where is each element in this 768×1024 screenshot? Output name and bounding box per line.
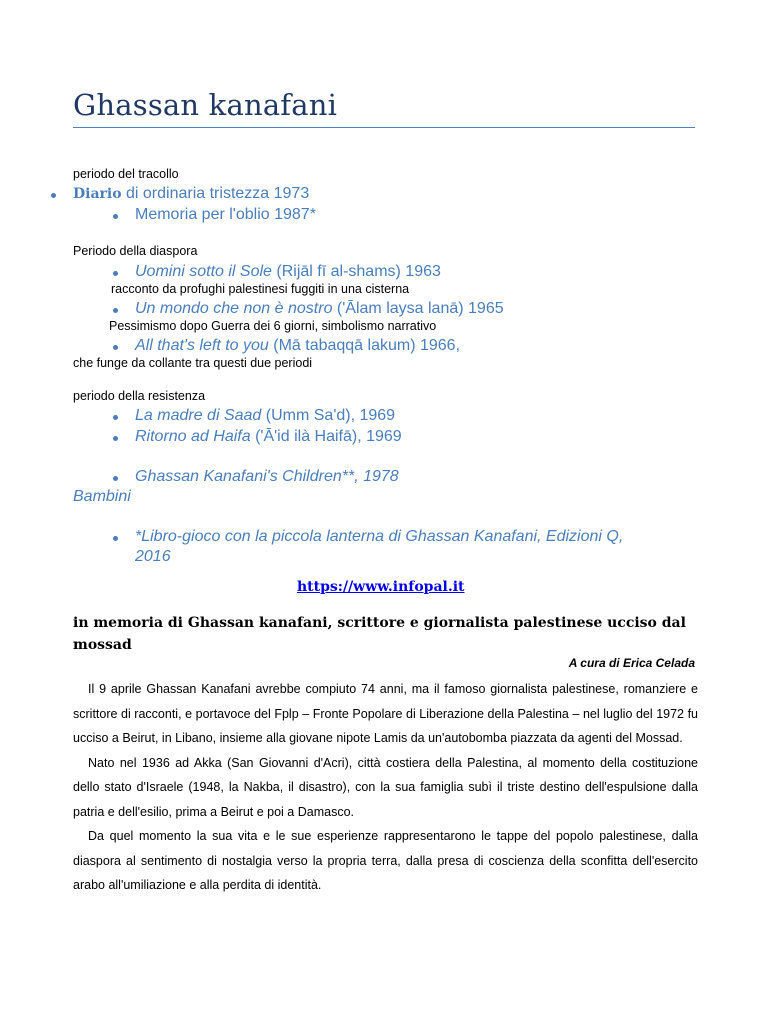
list-item-uomini — [135, 263, 441, 281]
mondo-title: Un mondo che non è nostro — [135, 300, 333, 317]
page-title: Ghassan kanafani — [73, 88, 338, 122]
article-heading: in memoria di Ghassan kanafani, scrittore e giornalista palestinese ucciso dal mossad — [73, 615, 686, 653]
list-item-children: Ghassan Kanafani's Children**, 1978 — [135, 468, 399, 485]
list-item-memoria: Memoria per l'oblio 1987* — [135, 206, 316, 223]
section-label-diaspora: Periodo della diaspora — [73, 244, 198, 258]
list-item-madre — [135, 407, 395, 425]
bullet-icon — [113, 436, 118, 441]
article-body — [73, 677, 698, 898]
diario-rest: di ordinaria tristezza 1973 — [121, 185, 310, 202]
bullet-icon — [113, 308, 118, 313]
article-credit: A cura di Erica Celada — [568, 656, 695, 670]
left-note: che funge da collante tra questi due periodi — [73, 356, 313, 370]
section-label-resistenza: periodo della resistenza — [73, 389, 206, 403]
ritorno-rest: ('Ā'id ilà Haifā), 1969 — [250, 428, 402, 445]
left-title: All that's left to you — [135, 337, 269, 354]
bullet-icon — [113, 214, 118, 219]
section-label-tracollo: periodo del tracollo — [73, 167, 179, 181]
uomini-title: Uomini sotto il Sole — [135, 263, 272, 280]
left-rest: (Mā tabaqqā lakum) 1966, — [268, 337, 461, 354]
bullet-icon — [113, 345, 118, 350]
title-divider — [73, 127, 695, 128]
mondo-note: Pessimismo dopo Guerra dei 6 giorni, simbolismo narrativo — [109, 319, 437, 333]
list-item-libro-line1: *Libro-gioco con la piccola lanterna di Ghassan Kanafani, Edizioni Q, — [135, 528, 624, 545]
article-paragraph: Nato nel 1936 ad Akka (San Giovanni d'Acri), città costiera della Palestina, al momento della costituzione dello stato d'Israele (1948, la Nakba, il disastro), con la sua famiglia subì il triste destino dell'espulsione dalla patria e dell'esilio, prima a Beirut e poi a Damasco. — [73, 755, 698, 819]
section-label-bambini: Bambini — [73, 488, 131, 505]
list-item-diario — [73, 185, 309, 203]
article-paragraph: Il 9 aprile Ghassan Kanafani avrebbe compiuto 74 anni, ma il famoso giornalista palestinese, romanziere e scrittore di racconti, e portavoce del Fplp – Fronte Popolare di Liberazione della Palestina – nel luglio del 1972 fu ucciso a Beirut, in Libano, insieme alla giovane nipote Lamis da un'autobomba piazzata da agenti del Mossad. — [73, 682, 698, 745]
list-item-ritorno — [135, 428, 402, 446]
madre-rest: (Umm Sa'd), 1969 — [261, 407, 396, 424]
bullet-icon — [113, 271, 118, 276]
uomini-note: racconto da profughi palestinesi fuggiti in una cisterna — [111, 282, 410, 296]
diario-prefix: Diario — [73, 186, 122, 202]
uomini-rest: (Rijāl fī al-shams) 1963 — [271, 263, 441, 280]
list-item-mondo — [135, 300, 504, 318]
madre-title: La madre di Saad — [135, 407, 262, 424]
list-item-left — [135, 337, 460, 355]
infopal-link[interactable]: https://www.infopal.it — [297, 579, 465, 595]
ritorno-title: Ritorno ad Haifa — [135, 428, 251, 445]
mondo-rest: ('Ālam laysa lanā) 1965 — [332, 300, 504, 317]
bullet-icon — [113, 415, 118, 420]
bullet-icon — [51, 193, 56, 198]
bullet-icon — [113, 536, 118, 541]
article-paragraph: Da quel momento la sua vita e le sue esperienze rappresentarono le tappe del popolo palestinese, dalla diaspora al sentimento di nostalgia verso la propria terra, dalla presa di coscienza della sconfitta dell'esercito arabo all'umiliazione e alla perdita di identità. — [73, 829, 698, 892]
bullet-icon — [113, 476, 118, 481]
list-item-libro-line2: 2016 — [135, 548, 171, 565]
